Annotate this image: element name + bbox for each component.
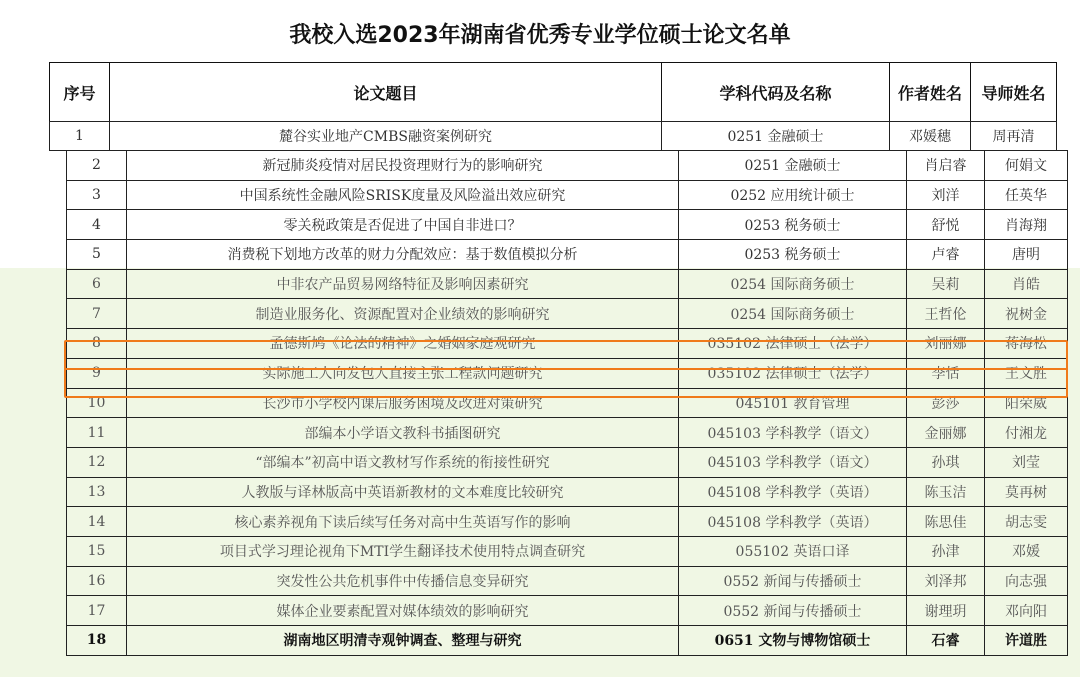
table-row <box>67 596 1068 626</box>
cell-advisor: 周再清 <box>971 122 1057 151</box>
cell-subject: 045108 学科教学（英语） <box>679 507 907 537</box>
cell-author: 王哲伦 <box>907 299 985 329</box>
cell-subject: 035102 法律硕士（法学） <box>679 329 907 359</box>
cell-advisor: 阳荣威 <box>985 388 1068 418</box>
cell-author: 邓媛穗 <box>890 122 971 151</box>
cell-advisor: 刘莹 <box>985 447 1068 477</box>
table-row <box>67 151 1068 181</box>
cell-thesis: 麓谷实业地产CMBS融资案例研究 <box>110 122 662 151</box>
table-row <box>67 329 1068 359</box>
cell-author: 孙津 <box>907 536 985 566</box>
cell-subject: 045108 学科教学（英语） <box>679 477 907 507</box>
table-row <box>67 418 1068 448</box>
cell-thesis: 新冠肺炎疫情对居民投资理财行为的影响研究 <box>127 151 679 181</box>
cell-no: 10 <box>67 388 127 418</box>
table-row <box>67 358 1068 388</box>
cell-no: 9 <box>67 358 127 388</box>
highlight-divider <box>64 368 1068 370</box>
table-row <box>67 269 1068 299</box>
cell-subject: 045103 学科教学（语文） <box>679 447 907 477</box>
cell-author: 舒悦 <box>907 210 985 240</box>
cell-thesis: 突发性公共危机事件中传播信息变异研究 <box>127 566 679 596</box>
table-row <box>67 447 1068 477</box>
cell-no: 7 <box>67 299 127 329</box>
cell-author: 彭莎 <box>907 388 985 418</box>
cell-thesis: 湖南地区明清寺观钟调查、整理与研究 <box>127 626 679 656</box>
table-first-row <box>49 121 1057 151</box>
cell-no: 2 <box>67 151 127 181</box>
cell-no: 4 <box>67 210 127 240</box>
cell-thesis: 孟德斯鸠《论法的精神》之婚姻家庭观研究 <box>127 329 679 359</box>
table-row <box>67 240 1068 270</box>
cell-no: 18 <box>67 626 127 656</box>
cell-author: 谢理玥 <box>907 596 985 626</box>
cell-author: 陈玉洁 <box>907 477 985 507</box>
table-row <box>67 299 1068 329</box>
table-body <box>66 150 1068 656</box>
cell-author: 卢睿 <box>907 240 985 270</box>
cell-no: 12 <box>67 447 127 477</box>
cell-author: 刘洋 <box>907 180 985 210</box>
cell-author: 刘泽邦 <box>907 566 985 596</box>
cell-advisor: 唐明 <box>985 240 1068 270</box>
cell-advisor: 任英华 <box>985 180 1068 210</box>
cell-advisor: 邓媛 <box>985 536 1068 566</box>
cell-thesis: 部编本小学语文教科书插图研究 <box>127 418 679 448</box>
cell-subject: 0251 金融硕士 <box>679 151 907 181</box>
cell-thesis: 中非农产品贸易网络特征及影响因素研究 <box>127 269 679 299</box>
cell-thesis: 项目式学习理论视角下MTI学生翻译技术使用特点调查研究 <box>127 536 679 566</box>
cell-thesis: 制造业服务化、资源配置对企业绩效的影响研究 <box>127 299 679 329</box>
cell-advisor: 向志强 <box>985 566 1068 596</box>
table-row <box>67 566 1068 596</box>
header-subject: 学科代码及名称 <box>662 63 890 122</box>
cell-author: 陈思佳 <box>907 507 985 537</box>
cell-subject: 0253 税务硕士 <box>679 240 907 270</box>
header-author: 作者姓名 <box>890 63 971 122</box>
cell-thesis: 实际施工人向发包人直接主张工程款问题研究 <box>127 358 679 388</box>
table-row <box>67 626 1068 656</box>
cell-author: 金丽娜 <box>907 418 985 448</box>
cell-subject: 0651 文物与博物馆硕士 <box>679 626 907 656</box>
cell-author: 吴莉 <box>907 269 985 299</box>
cell-advisor: 付湘龙 <box>985 418 1068 448</box>
cell-no: 8 <box>67 329 127 359</box>
cell-advisor: 胡志雯 <box>985 507 1068 537</box>
cell-no: 14 <box>67 507 127 537</box>
table-row <box>67 477 1068 507</box>
cell-subject: 0254 国际商务硕士 <box>679 299 907 329</box>
cell-advisor: 肖海翔 <box>985 210 1068 240</box>
page-title: 我校入选2023年湖南省优秀专业学位硕士论文名单 <box>289 23 791 48</box>
cell-subject: 0251 金融硕士 <box>662 122 890 151</box>
table-header <box>49 62 1057 122</box>
cell-author: 石睿 <box>907 626 985 656</box>
cell-author: 孙琪 <box>907 447 985 477</box>
cell-subject: 045101 教育管理 <box>679 388 907 418</box>
cell-author: 刘丽娜 <box>907 329 985 359</box>
cell-no: 17 <box>67 596 127 626</box>
table-row <box>67 507 1068 537</box>
cell-subject: 055102 英语口译 <box>679 536 907 566</box>
header-thesis: 论文题目 <box>110 63 662 122</box>
cell-no: 1 <box>50 122 110 151</box>
cell-no: 15 <box>67 536 127 566</box>
cell-no: 16 <box>67 566 127 596</box>
cell-advisor: 莫再树 <box>985 477 1068 507</box>
cell-subject: 035102 法律硕士（法学） <box>679 358 907 388</box>
header-advisor: 导师姓名 <box>971 63 1057 122</box>
cell-thesis: 零关税政策是否促进了中国自非进口？ <box>127 210 679 240</box>
cell-thesis: 中国系统性金融风险SRISK度量及风险溢出效应研究 <box>127 180 679 210</box>
cell-thesis: 消费税下划地方改革的财力分配效应：基于数值模拟分析 <box>127 240 679 270</box>
cell-no: 11 <box>67 418 127 448</box>
cell-advisor: 王文胜 <box>985 358 1068 388</box>
cell-subject: 0552 新闻与传播硕士 <box>679 566 907 596</box>
cell-thesis: 长沙市小学校内课后服务困境及改进对策研究 <box>127 388 679 418</box>
table-row <box>67 180 1068 210</box>
cell-no: 5 <box>67 240 127 270</box>
cell-author: 李恬 <box>907 358 985 388</box>
cell-subject: 045103 学科教学（语文） <box>679 418 907 448</box>
cell-no: 13 <box>67 477 127 507</box>
header-no: 序号 <box>50 63 110 122</box>
cell-advisor: 蒋海松 <box>985 329 1068 359</box>
cell-advisor: 祝树金 <box>985 299 1068 329</box>
cell-author: 肖启睿 <box>907 151 985 181</box>
table-row <box>67 536 1068 566</box>
table-row <box>67 388 1068 418</box>
cell-advisor: 许道胜 <box>985 626 1068 656</box>
cell-advisor: 肖皓 <box>985 269 1068 299</box>
cell-advisor: 何娟文 <box>985 151 1068 181</box>
cell-no: 6 <box>67 269 127 299</box>
cell-subject: 0254 国际商务硕士 <box>679 269 907 299</box>
cell-subject: 0252 应用统计硕士 <box>679 180 907 210</box>
cell-thesis: 核心素养视角下读后续写任务对高中生英语写作的影响 <box>127 507 679 537</box>
cell-thesis: “部编本”初高中语文教材写作系统的衔接性研究 <box>127 447 679 477</box>
cell-no: 3 <box>67 180 127 210</box>
cell-advisor: 邓向阳 <box>985 596 1068 626</box>
cell-subject: 0552 新闻与传播硕士 <box>679 596 907 626</box>
cell-subject: 0253 税务硕士 <box>679 210 907 240</box>
table-row <box>50 122 1057 151</box>
table-row <box>67 210 1068 240</box>
cell-thesis: 人教版与译林版高中英语新教材的文本难度比较研究 <box>127 477 679 507</box>
cell-thesis: 媒体企业要素配置对媒体绩效的影响研究 <box>127 596 679 626</box>
